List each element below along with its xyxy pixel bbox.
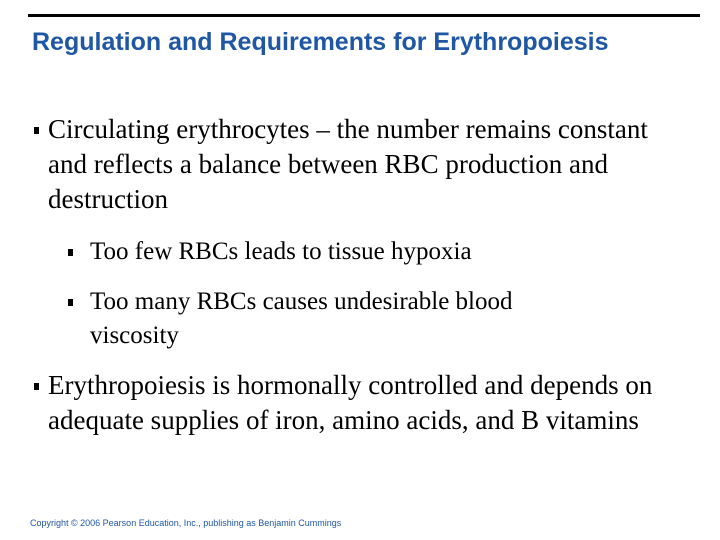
sub-bullet-text: Too many RBCs causes undesirable blood viscosity bbox=[90, 288, 513, 349]
square-bullet-icon bbox=[68, 299, 73, 306]
sub-bullet-text: Too few RBCs leads to tissue hypoxia bbox=[90, 238, 472, 265]
bullet-text: Erythropoiesis is hormonally controlled and depends on adequate supplies of iron, amino acids, and B vitamins bbox=[48, 370, 653, 435]
square-bullet-icon bbox=[34, 127, 39, 134]
square-bullet-icon bbox=[68, 249, 73, 256]
slide-title: Regulation and Requirements for Erythropoiesis bbox=[32, 28, 609, 56]
copyright-footer: Copyright © 2006 Pearson Education, Inc., publishing as Benjamin Cummings bbox=[30, 518, 342, 528]
square-bullet-icon bbox=[34, 383, 39, 390]
title-rule bbox=[28, 14, 700, 17]
bullet-text: Circulating erythrocytes – the number remains constant and reflects a balance between RBC production and destruction bbox=[48, 114, 648, 214]
